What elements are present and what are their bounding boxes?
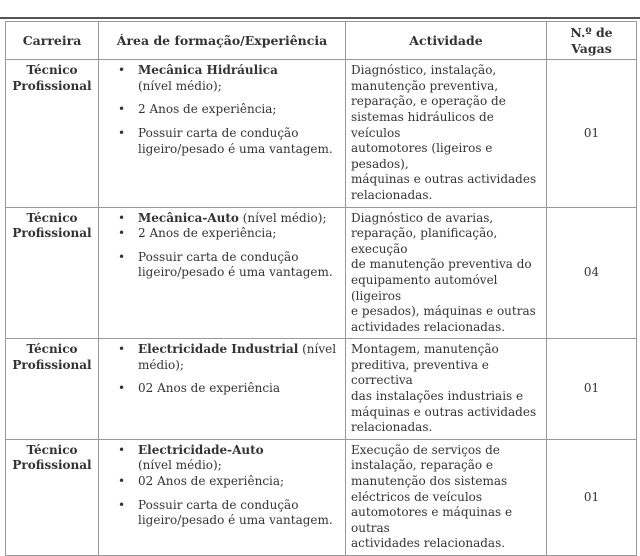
requirement-text: Possuir carta de condução ligeiro/pesado é uma vantagem. (138, 125, 333, 156)
requirement-text: (nível médio); (138, 458, 222, 473)
area-cell (99, 207, 346, 339)
requirement-bold: Mecânica Hidráulica (138, 63, 278, 78)
header-row (6, 22, 637, 60)
table-row (6, 60, 637, 207)
requirement-item (118, 211, 340, 227)
vagas-cell: 01 (547, 339, 637, 440)
requirement-item (118, 498, 340, 529)
requirement-text: 2 Anos de experiência; (138, 102, 277, 117)
requirement-item (118, 381, 340, 397)
requirement-text: (nível médio); (138, 342, 337, 372)
header-actividade: Actividade (346, 22, 547, 60)
vacancies-table (5, 21, 637, 556)
header-area: Área de formação/Experiência (99, 22, 346, 60)
table-row (6, 339, 637, 440)
area-cell (99, 60, 346, 207)
requirement-item (118, 250, 340, 281)
requirement-item (118, 126, 340, 157)
requirement-bold: Electricidade Industrial (138, 342, 299, 357)
requirement-text: Possuir carta de condução ligeiro/pesado é uma vantagem. (138, 249, 333, 280)
area-cell (99, 339, 346, 440)
requirement-text: (nível médio); (238, 210, 327, 225)
requirement-item (118, 342, 340, 373)
requirement-item (118, 443, 340, 474)
requirement-text: 02 Anos de experiência; (138, 474, 285, 489)
table-row (6, 207, 637, 339)
requirement-text: (nível médio); (138, 78, 222, 93)
carreira-cell: Técnico Profissional (6, 439, 99, 555)
vagas-cell: 01 (547, 60, 637, 207)
requirement-bold: Mecânica-Auto (138, 210, 239, 225)
requirement-text: 02 Anos de experiência (138, 381, 281, 396)
area-cell (99, 439, 346, 555)
actividade-cell: Execução de serviços de instalação, reparação e manutenção dos sistemas eléctricos de veículos automotores e máquinas e outras actividades relacionadas. (346, 439, 547, 555)
vagas-cell: 04 (547, 207, 637, 339)
requirement-text: 2 Anos de experiência; (138, 226, 277, 241)
table-row (6, 439, 637, 555)
carreira-cell: Técnico Profissional (6, 60, 99, 207)
requirement-item (118, 102, 340, 118)
header-vagas: N.º de Vagas (547, 22, 637, 60)
requirement-bold: Electricidade-Auto (138, 442, 264, 457)
top-rule (0, 17, 640, 19)
actividade-cell: Diagnóstico de avarias, reparação, planificação, execução de manutenção preventiva do equipamento automóvel (ligeiros e pesados), máquinas e outras actividades relacionadas. (346, 207, 547, 339)
actividade-cell: Montagem, manutenção preditiva, preventiva e correctiva das instalações industriais e máquinas e outras actividades relacionadas. (346, 339, 547, 440)
actividade-cell: Diagnóstico, instalação, manutenção preventiva, reparação, e operação de sistemas hidráulicos de veículos automotores (ligeiros e pesados), máquinas e outras actividades relacionadas. (346, 60, 547, 207)
carreira-cell: Técnico Profissional (6, 207, 99, 339)
requirement-item (118, 63, 340, 94)
vagas-cell: 01 (547, 439, 637, 555)
requirement-item (118, 226, 340, 242)
header-carreira: Carreira (6, 22, 99, 60)
requirement-text: Possuir carta de condução ligeiro/pesado é uma vantagem. (138, 497, 333, 528)
carreira-cell: Técnico Profissional (6, 339, 99, 440)
requirement-item (118, 474, 340, 490)
